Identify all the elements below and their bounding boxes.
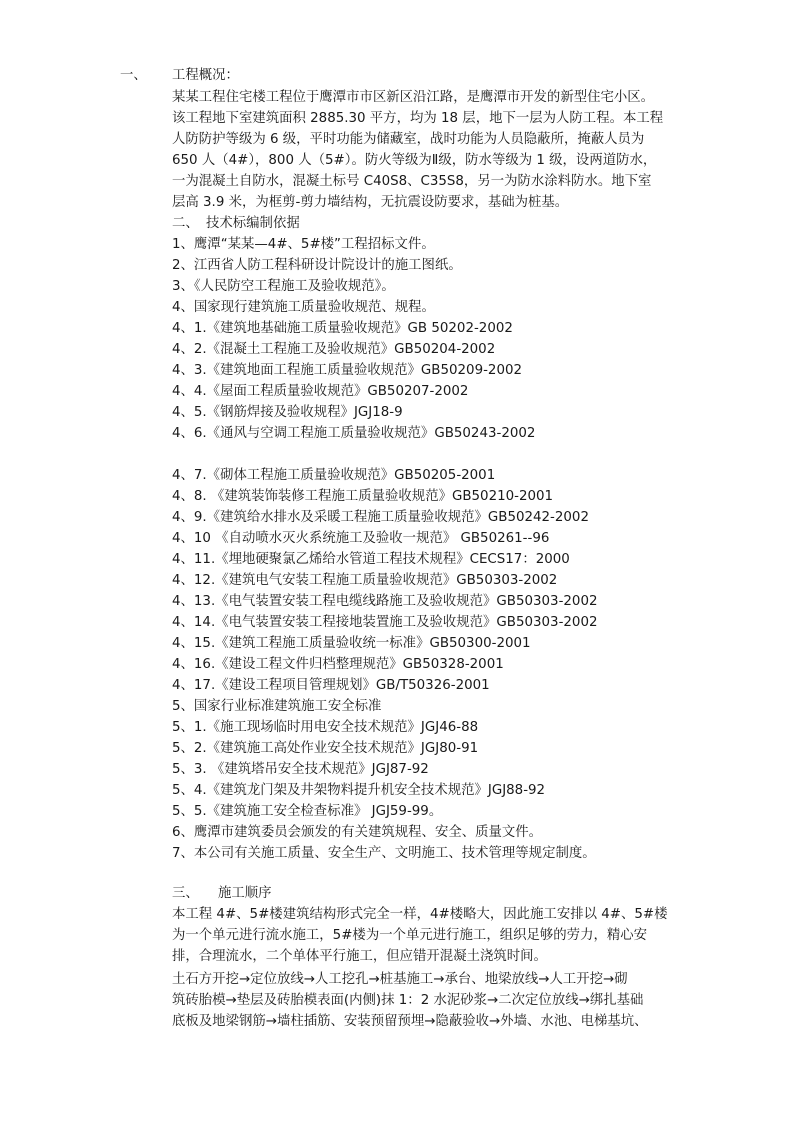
- paragraph-line: 为一个单元进行流水施工，5#楼为一个单元进行施工，组织足够的劳力，精心安: [172, 928, 648, 943]
- list-item: 2、江西省人防工程科研设计院设计的施工图纸。: [172, 258, 462, 273]
- list-item: 4、14.《电气装置安装工程接地装置施工及验收规范》GB50303-2002: [172, 615, 598, 630]
- list-item: 4、9.《建筑给水排水及采暖工程施工质量验收规范》GB50242-2002: [172, 510, 589, 525]
- section-number: 二、: [172, 216, 199, 231]
- paragraph-line: 650 人（4#），800 人（5#）。防火等级为Ⅱ级，防水等级为 1 级，设两道防水，: [172, 153, 657, 168]
- list-item: 5、2.《建筑施工高处作业安全技术规范》JGJ80-91: [172, 741, 479, 756]
- list-item: 5、1.《施工现场临时用电安全技术规范》JGJ46-88: [172, 720, 479, 735]
- section-heading: [0, 214, 800, 234]
- list-item: 4、16.《建设工程文件归档整理规范》GB50328-2001: [172, 657, 504, 672]
- section-title: 技术标编制依据: [206, 216, 300, 231]
- paragraph-line: 某某工程住宅楼工程位于鹰潭市市区新区沿江路，是鹰潭市开发的新型住宅小区。: [172, 90, 655, 105]
- list-item: 4、6.《通风与空调工程施工质量验收规范》GB50243-2002: [172, 426, 536, 441]
- list-item: 4、8. 《建筑装饰装修工程施工质量验收规范》GB50210-2001: [172, 489, 554, 504]
- list-item: 5、5.《建筑施工安全检查标准》 JGJ59-99。: [172, 804, 443, 819]
- list-item: 5、4.《建筑龙门架及井架物料提升机安全技术规范》JGJ88-92: [172, 783, 546, 798]
- paragraph-line: 筑砖胎模→垫层及砖胎模表面(内侧)抹 1：2 水泥砂浆→二次定位放线→绑扎基础: [172, 993, 644, 1008]
- paragraph-line: 一为混凝土自防水，混凝土标号 C40S8、C35S8，另一为防水涂料防水。地下室: [172, 174, 652, 189]
- list-item: 7、本公司有关施工质量、安全生产、文明施工、技术管理等规定制度。: [172, 846, 596, 861]
- paragraph-line: 排，合理流水，二个单体平行施工，但应错开混凝土浇筑时间。: [172, 949, 547, 964]
- list-item: 4、10 《自动喷水灭火系统施工及验收一规范》 GB50261--96: [172, 531, 550, 546]
- list-item: 4、1.《建筑地基础施工质量验收规范》GB 50202-2002: [172, 321, 513, 336]
- paragraph-line: 底板及地梁钢筋→墙柱插筋、安装预留预埋→隐蔽验收→外墙、水池、电梯基坑、: [172, 1014, 648, 1029]
- list-item: 4、5.《钢筋焊接及验收规程》JGJ18-9: [172, 405, 403, 420]
- paragraph-line: 本工程 4#、5#楼建筑结构形式完全一样，4#楼略大，因此施工安排以 4#、5#楼: [172, 907, 668, 922]
- list-item: 4、15.《建筑工程施工质量验收统一标准》GB50300-2001: [172, 636, 531, 651]
- section-heading: [0, 884, 800, 904]
- paragraph-line: 土石方开挖→定位放线→人工挖孔→桩基施工→承台、地梁放线→人工开挖→砌: [172, 972, 628, 987]
- paragraph-line: 该工程地下室建筑面积 2885.30 平方，均为 18 层，地下一层为人防工程。本工程: [172, 111, 664, 126]
- list-item: 4、13.《电气装置安装工程电缆线路施工及验收规范》GB50303-2002: [172, 594, 598, 609]
- list-item: 5、国家行业标准建筑施工安全标准: [172, 699, 382, 714]
- section-heading: [0, 66, 800, 86]
- list-item: 5、3. 《建筑塔吊安全技术规范》JGJ87-92: [172, 762, 429, 777]
- list-item: 4、17.《建设工程项目管理规划》GB/T50326-2001: [172, 678, 490, 693]
- list-item: 4、2.《混凝土工程施工及验收规范》GB50204-2002: [172, 342, 496, 357]
- list-item: 4、12.《建筑电气安装工程施工质量验收规范》GB50303-2002: [172, 573, 558, 588]
- list-item: 1、鹰潭“某某—4#、5#楼”工程招标文件。: [172, 237, 435, 252]
- list-item: 6、鹰潭市建筑委员会颁发的有关建筑规程、安全、质量文件。: [172, 825, 543, 840]
- section-title: 工程概况：: [172, 68, 239, 83]
- section-number: 三、: [172, 886, 199, 901]
- section-title: 施工顺序: [218, 886, 272, 901]
- list-item: 4、3.《建筑地面工程施工质量验收规范》GB50209-2002: [172, 363, 523, 378]
- paragraph-line: 人防防护等级为 6 级，平时功能为储藏室，战时功能为人员隐蔽所，掩蔽人员为: [172, 132, 645, 147]
- section-number: 一、: [120, 68, 147, 83]
- list-item: 4、4.《屋面工程质量验收规范》GB50207-2002: [172, 384, 469, 399]
- list-item: 4、国家现行建筑施工质量验收规范、规程。: [172, 300, 435, 315]
- list-item: 4、7.《砌体工程施工质量验收规范》GB50205-2001: [172, 468, 496, 483]
- list-item: 4、11.《埋地硬聚氯乙烯给水管道工程技术规程》CECS17：2000: [172, 552, 570, 567]
- list-item: 3、《人民防空工程施工及验收规范》。: [172, 279, 395, 294]
- paragraph-line: 层高 3.9 米，为框剪-剪力墙结构，无抗震设防要求，基础为桩基。: [172, 195, 569, 210]
